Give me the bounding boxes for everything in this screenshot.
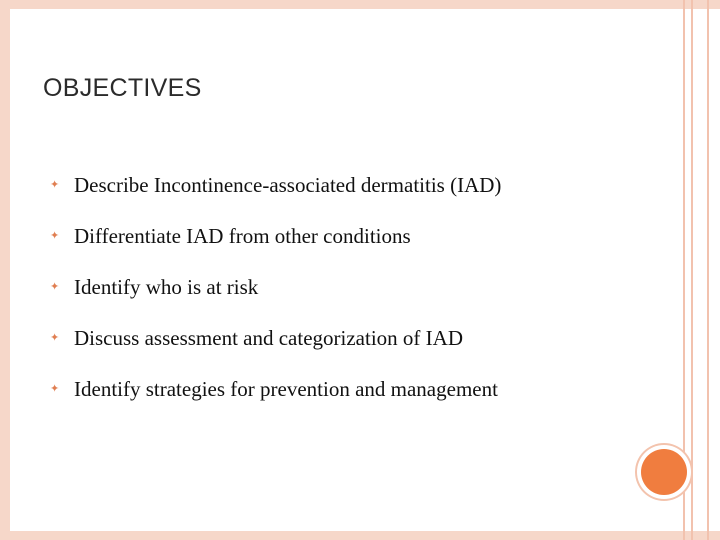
bullet-text: Describe Incontinence-associated dermatitis (IAD) bbox=[74, 173, 502, 197]
top-frame-bar bbox=[0, 0, 720, 9]
right-frame-line bbox=[691, 0, 693, 540]
objectives-list bbox=[50, 160, 501, 415]
list-item bbox=[50, 364, 501, 415]
list-item bbox=[50, 262, 501, 313]
right-frame-line bbox=[707, 0, 709, 540]
bullet-text: Identify who is at risk bbox=[74, 275, 259, 299]
four-point-star-icon: ✦ bbox=[50, 281, 60, 293]
bullet-text: Discuss assessment and categorization of IAD bbox=[74, 326, 463, 350]
left-frame-bar bbox=[0, 0, 10, 540]
list-item bbox=[50, 211, 501, 262]
bullet-text: Differentiate IAD from other conditions bbox=[74, 224, 411, 248]
decorative-circle bbox=[641, 449, 687, 495]
bullet-text: Identify strategies for prevention and management bbox=[74, 377, 498, 401]
slide-title: OBJECTIVES bbox=[43, 74, 202, 102]
four-point-star-icon: ✦ bbox=[50, 383, 60, 395]
four-point-star-icon: ✦ bbox=[50, 332, 60, 344]
four-point-star-icon: ✦ bbox=[50, 179, 60, 191]
four-point-star-icon: ✦ bbox=[50, 230, 60, 242]
bottom-frame-bar bbox=[0, 531, 720, 540]
list-item bbox=[50, 313, 501, 364]
list-item bbox=[50, 160, 501, 211]
